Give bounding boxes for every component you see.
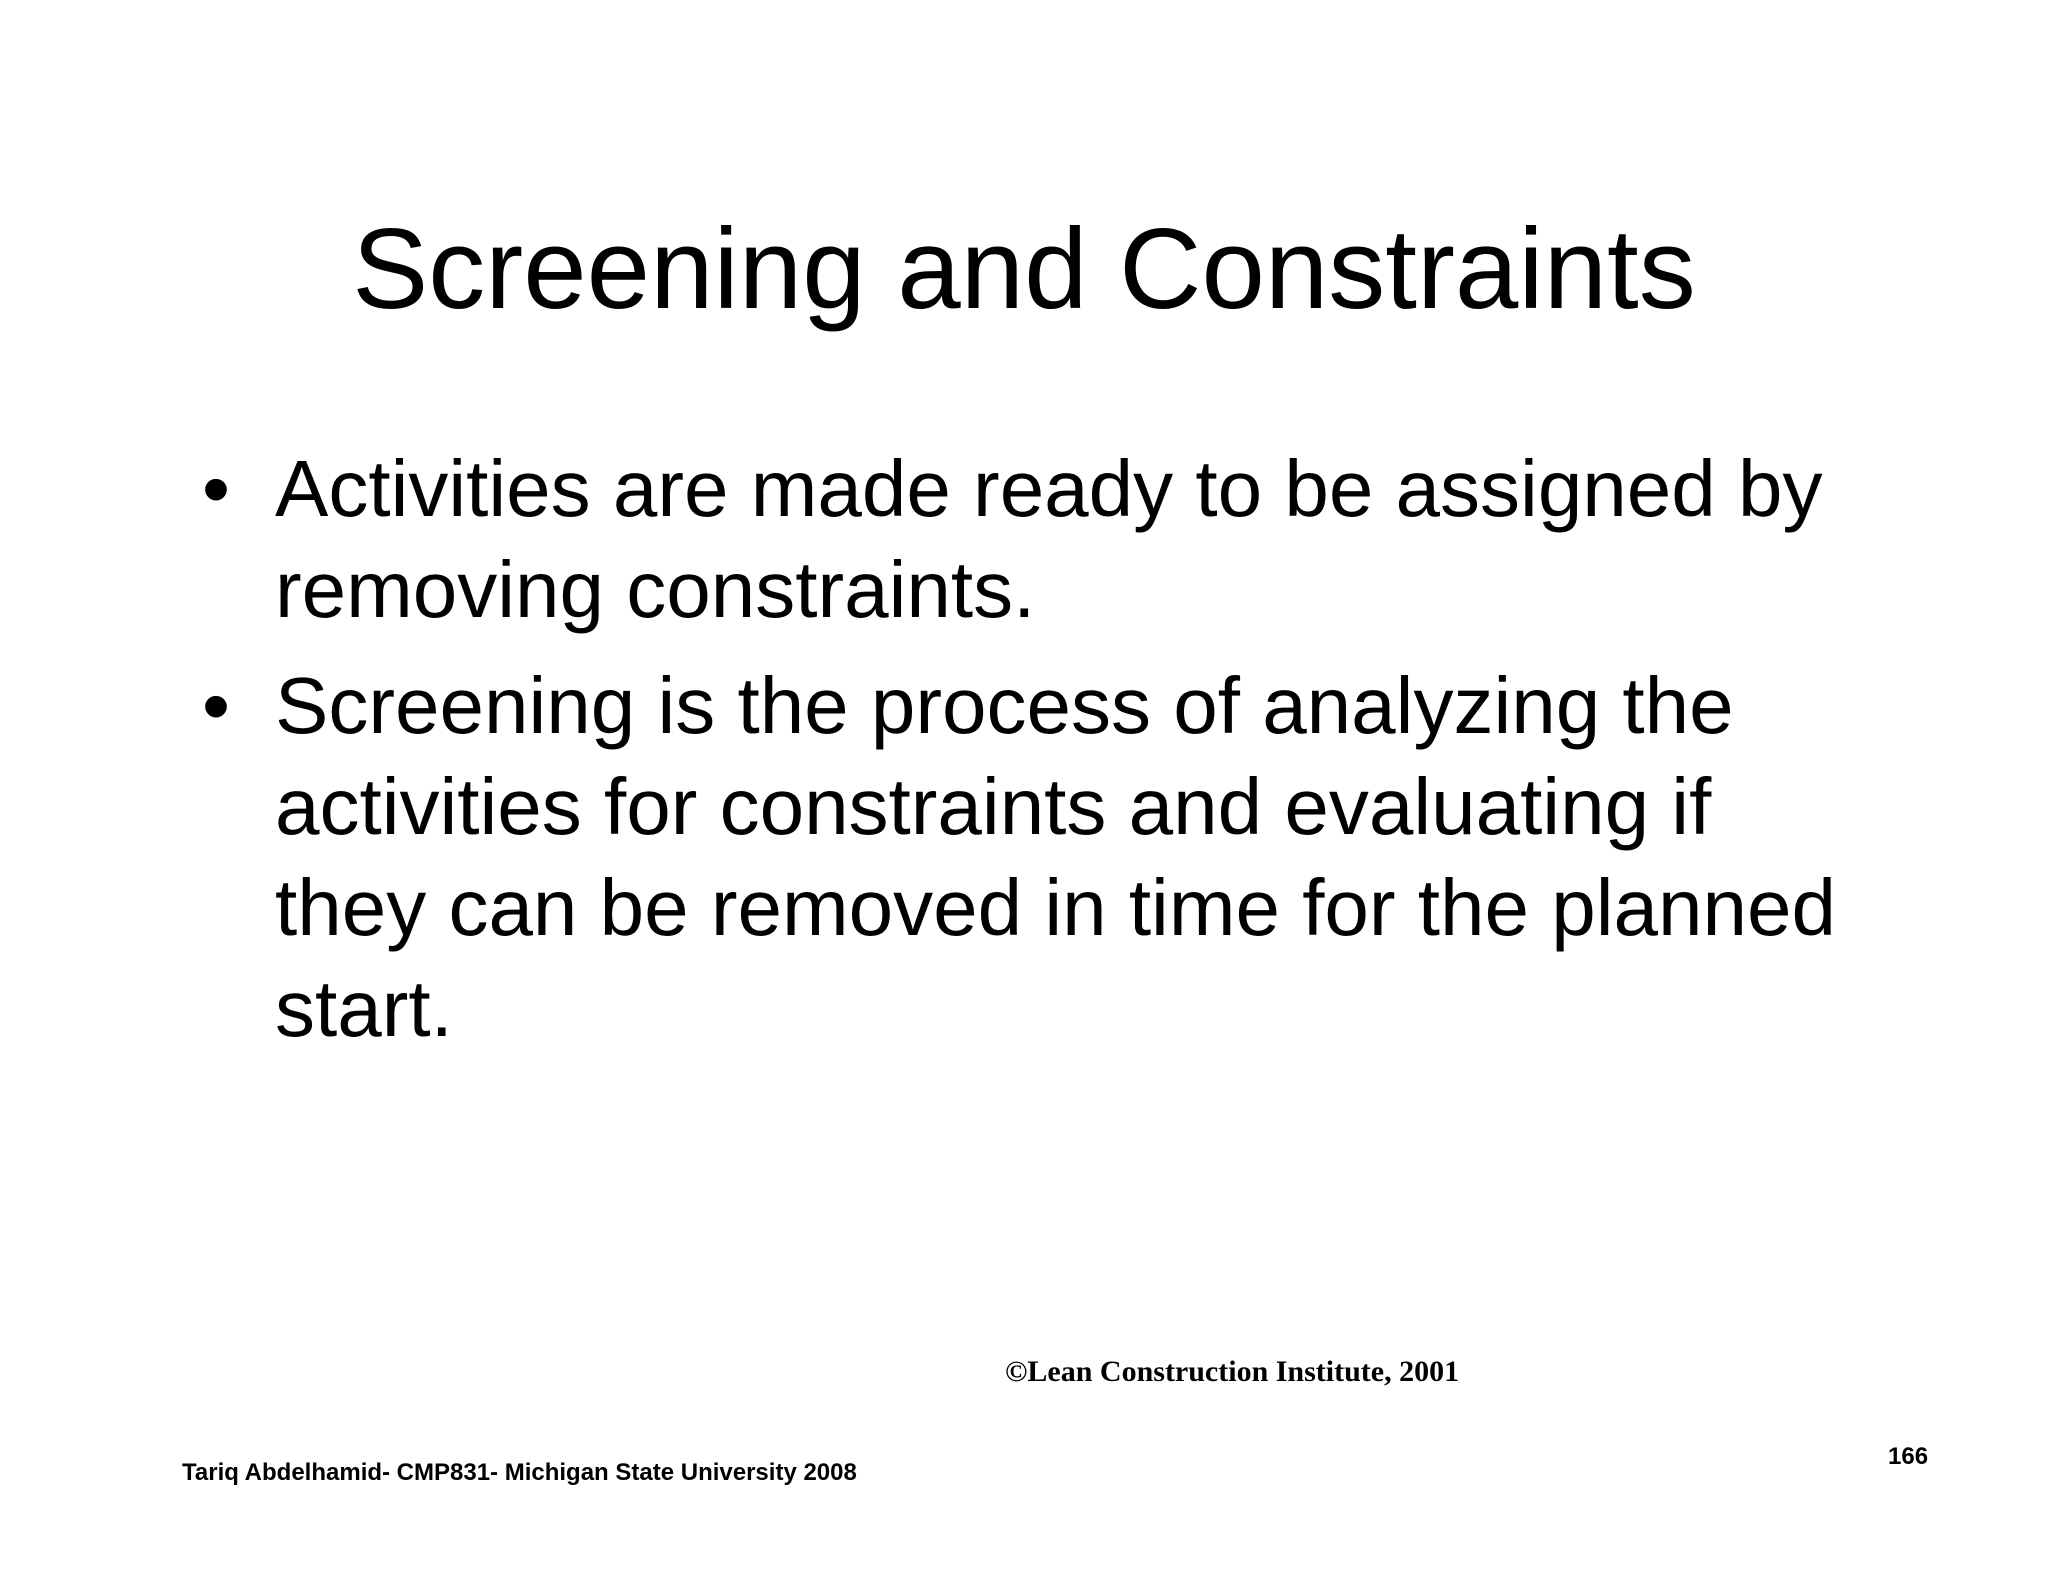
bullet-text: Screening is the process of analyzing the activities for constraints and evaluating if they can be removed in time for the planned start. [275,661,1836,1053]
slide-title: Screening and Constraints [352,206,1696,333]
footer-author: Tariq Abdelhamid- CMP831- Michigan State University 2008 [182,1459,857,1486]
bullet-list [200,438,1840,1074]
copyright-notice: ©Lean Construction Institute, 2001 [1005,1355,1460,1388]
bullet-text: Activities are made ready to be assigned by removing constraints. [275,444,1823,634]
bullet-item [200,655,1840,1059]
bullet-dot-icon: • [202,444,231,533]
bullet-dot-icon: • [202,661,231,750]
page-number: 166 [1888,1443,1929,1470]
bullet-item [200,438,1840,640]
